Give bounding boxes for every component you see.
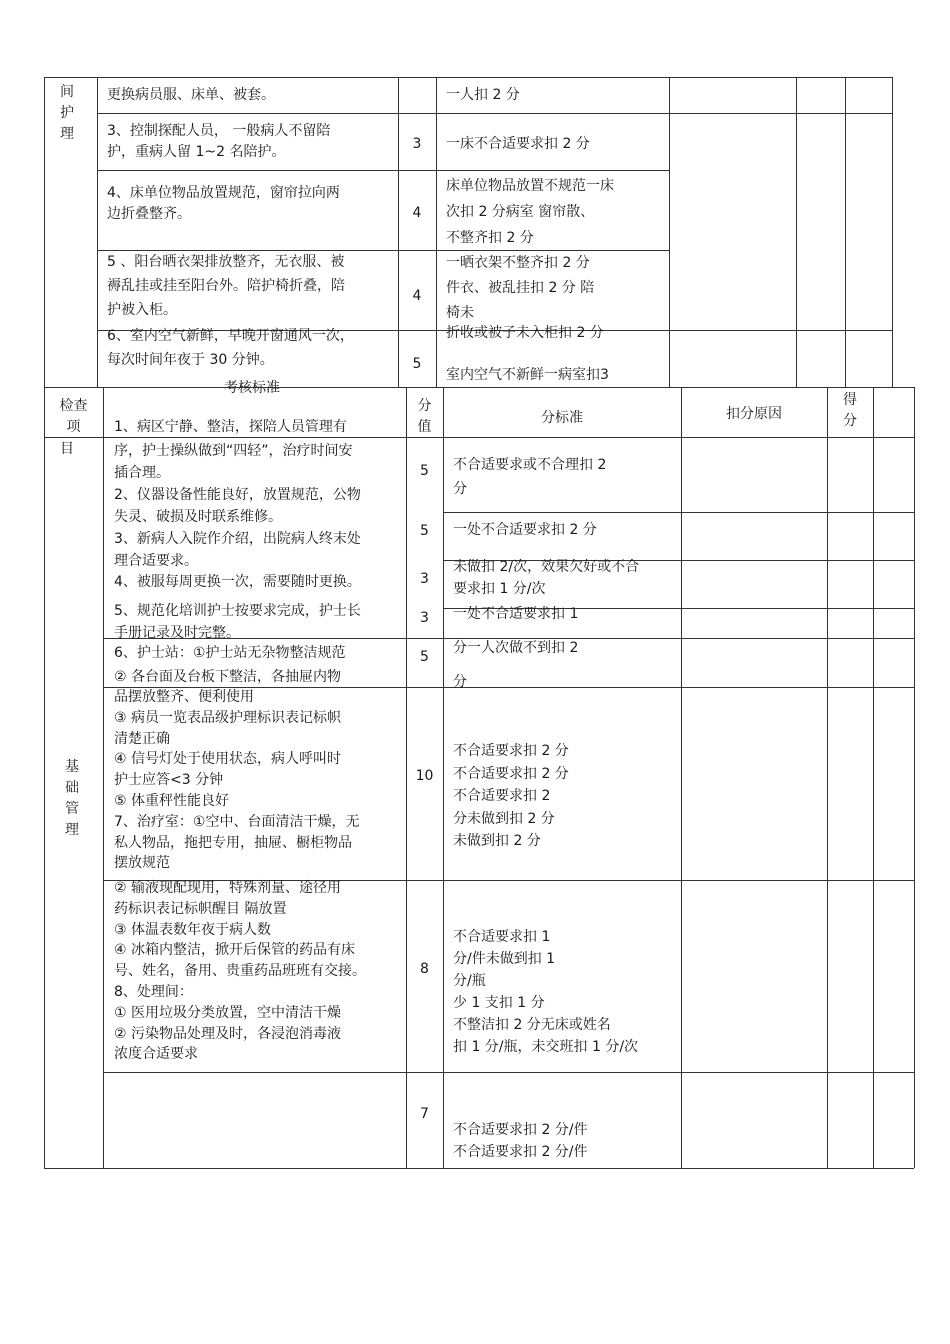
- top-category-label: 间 护 理: [60, 84, 74, 142]
- block-8-rule: 不合适要求扣 2 分/件 不合适要求扣 2 分/件: [453, 1122, 588, 1160]
- block-8-score: 7: [420, 1106, 429, 1122]
- block-7-score: 8: [420, 961, 429, 977]
- header-first-line: 1、病区宁静、整洁，探陪人员管理有: [114, 419, 347, 435]
- block-1-standard: 序，护士操纵做到“四轻”，治疗时间安 插合理。 2、仪器设备性能良好，放置规范，公物 失灵、破损及时联系维修。: [114, 443, 361, 525]
- top-row-2-standard: 3、控制探配人员， 一般病人不留陪 护，重病人留 1~2 名陪护。: [107, 123, 331, 160]
- block-6-rule: 不合适要求扣 2 分 不合适要求扣 2 分 不合适要求扣 2 分未做到扣 2 分 未做到扣 2 分: [453, 743, 569, 849]
- block-2-standard: 3、新病人入院作介绍，出院病人终末处 理合适要求。: [114, 531, 361, 569]
- block-6-score: 10: [415, 768, 434, 784]
- header-score-title: 分 值: [417, 398, 432, 435]
- block-3-rule: 未做扣 2/次，效果欠好或不合 要求扣 1 分/次: [453, 559, 640, 597]
- category-label: 基 础 管 理: [65, 759, 79, 838]
- top-row-3-rule: 床单位物品放置不规范一床 次扣 2 分病室 窗帘散、 不整齐扣 2 分: [446, 178, 614, 246]
- header-got-title: 得 分: [843, 392, 857, 429]
- top-row-3-score: 4: [412, 205, 422, 221]
- block-1-rule: 不合适要求或不合理扣 2 分: [453, 457, 607, 497]
- header-check-item: 检查 项: [59, 398, 88, 435]
- block-7-rule: 不合适要求扣 1 分/件未做到扣 1 分/瓶 少 1 支扣 1 分 不整洁扣 2 分无床或姓名 扣 1 分/瓶，未交班扣 1 分/次: [453, 929, 639, 1055]
- block-5-score: 5: [420, 649, 429, 665]
- block-2-score: 5: [420, 523, 429, 539]
- top-row-1-rule: 一人扣 2 分: [446, 87, 520, 103]
- top-row-5-standard: 6、室内空气新鲜，早晚开窗通风一次， 每次时间年夜于 30 分钟。: [107, 328, 354, 368]
- block-4-score: 3: [420, 610, 429, 626]
- top-row-5-rule: 折收或被子未入柜扣 2 分 室内空气不新鲜一病室扣3: [446, 325, 609, 383]
- block-1-score: 5: [420, 463, 429, 479]
- top-row-4-rule: 一晒衣架不整齐扣 2 分 件衣、被乱挂扣 2 分 陪 椅未: [446, 255, 595, 321]
- block-3-standard: 4、被服每周更换一次，需要随时更换。: [114, 574, 361, 590]
- block-6-standard: 品摆放整齐、便利使用 ③ 病员一览表品级护理标识表记标帜 清楚正确 ④ 信号灯处于使用状态，病人呼叫时 护士应答<3 分钟 ⑤ 体重秤性能良好 7、治疗室：①空中、台面清洁干燥，无 私人物品，拖把专用，抽屉、橱柜物品 摆放规范: [114, 689, 360, 872]
- header-reason-title: 扣分原因: [726, 406, 782, 422]
- block-3-score: 3: [420, 571, 429, 587]
- block-5-standard: 6、护士站：①护士站无杂物整洁规范 ② 各台面及台板下整洁，各抽屉内物: [114, 645, 346, 685]
- block-7-standard: ② 输液现配现用，特殊剂量、途径用 药标识表记标帜醒目 隔放置 ③ 体温表数年夜于病人数 ④ 冰箱内整洁，掀开后保管的药品有床 号、姓名，备用、贵重药品班班有交接。 8、处理间： ① 医用垃圾分类放置，空中清洁干燥 ② 污染物品处理及时，各浸泡消毒液 浓度合适要求: [114, 880, 366, 1063]
- top-row-4-score: 4: [412, 288, 422, 304]
- block-5-rule: 分一人次做不到扣 2 分: [453, 640, 579, 690]
- block-2-rule: 一处不合适要求扣 2 分: [453, 522, 597, 538]
- block-4-standard: 5、规范化培训护士按要求完成，护士长 手册记录及时完整。: [114, 603, 361, 641]
- top-row-3-standard: 4、床单位物品放置规范，窗帘拉向两 边折叠整齐。: [107, 185, 340, 222]
- top-row-2-rule: 一床不合适要求扣 2 分: [446, 136, 590, 152]
- top-row-1-standard: 更换病员服、床单、被套。: [107, 87, 275, 103]
- top-row-4-standard: 5 、阳台晒衣架排放整齐，无衣服、被 褥乱挂或挂至阳台外。陪护椅折叠，陪 护被入柜。: [107, 254, 345, 318]
- top-row-5-score: 5: [412, 356, 422, 372]
- item-mark: 目: [60, 441, 74, 457]
- top-row-2-score: 3: [412, 136, 422, 152]
- header-standard-title: 考核标准: [224, 380, 280, 396]
- block-4-rule: 一处不合适要求扣 1: [453, 606, 579, 622]
- header-rule-title: 分标准: [541, 410, 583, 426]
